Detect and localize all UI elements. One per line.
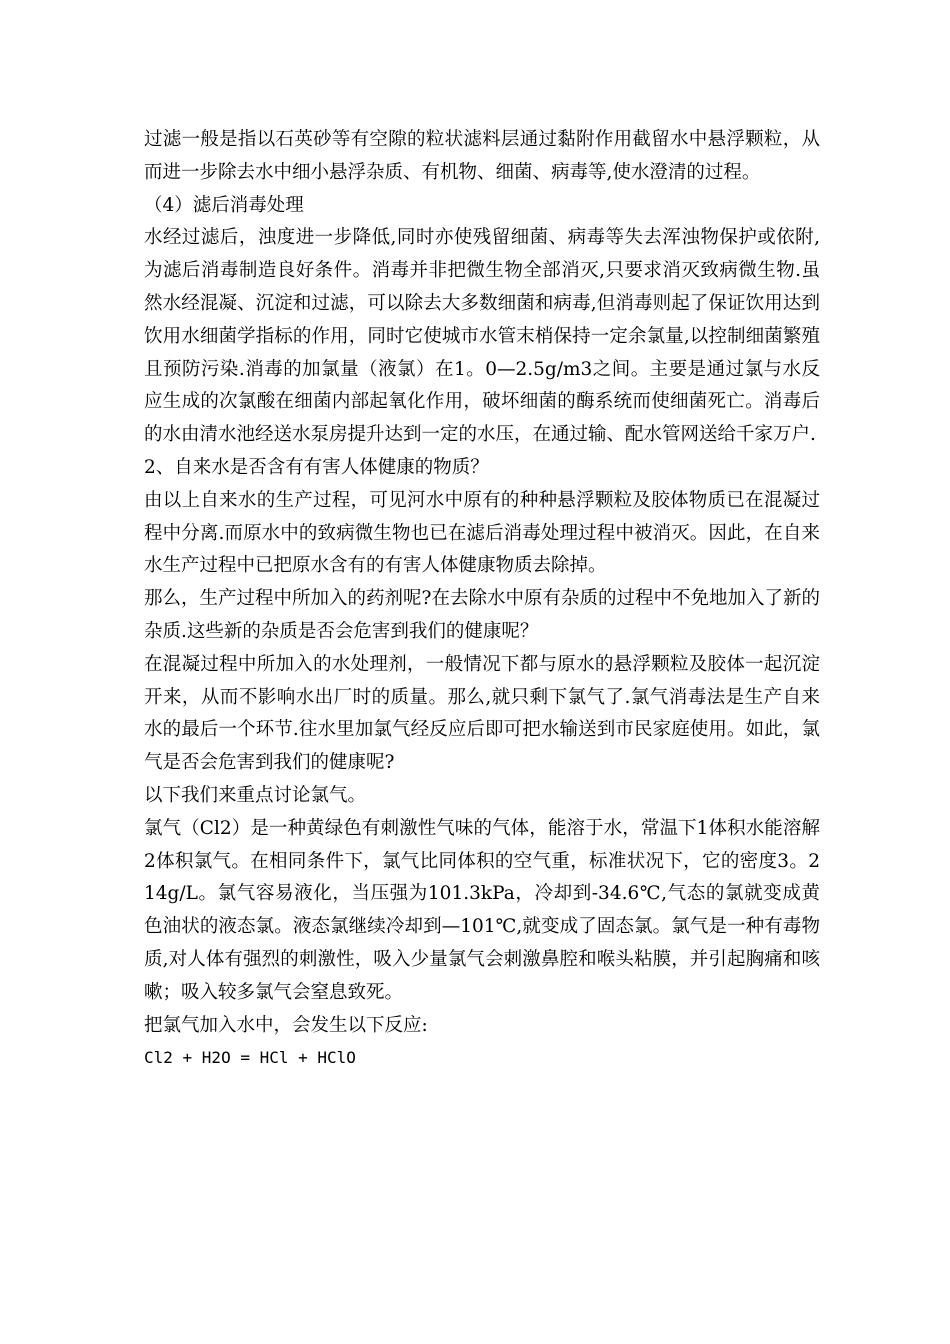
heading-harmful-substances: 2、自来水是否含有有害人体健康的物质？: [144, 456, 489, 478]
paragraph-disinfection: 水经过滤后，浊度进一步降低,同时亦使残留细菌、病毒等失去浑浊物保护或依附,为滤后消毒制造良好条件。消毒并非把微生物全部消灭,只要求消灭致病微生物.虽然水经混凝、沉淀和过滤，可以除去大多数细菌和病毒,但消毒则起了保证饮用达到饮用水细菌学指标的作用，同时它使城市水管末梢保持一定余氯量,以控制细菌繁殖且预防污染.消毒的加氯量（液氯）在1。0—2.5g/m3之间。主要是通过氯与水反应生成的次氯酸在细菌内部起氧化作用，破坏细菌的酶系统而使细菌死亡。消毒后的水由清水池经送水泵房提升达到一定的水压，在通过输、配水管网送给千家万户.: [144, 227, 820, 446]
paragraph-reaction-intro: 把氯气加入水中，会发生以下反应:: [144, 1014, 428, 1036]
paragraph-chlorine-intro: 以下我们来重点讨论氯气。: [144, 784, 367, 806]
document-body: [144, 124, 820, 1075]
chemical-equation: Cl2 + H2O = HCl + HClO: [144, 1048, 356, 1068]
paragraph-chlorine-properties: 氯气（Cl2）是一种黄绿色有刺激性气味的气体，能溶于水，常温下1体积水能溶解2体积氯气。在相同条件下，氯气比同体积的空气重，标准状况下，它的密度3。214g/L。氯气容易液化，当压强为101.3kPa，冷却到-34.6℃,气态的氯就变成黄色油状的液态氯。液态氯继续冷却到—101℃,就变成了固态氯。氯气是一种有毒物质,对人体有强烈的刺激性，吸入少量氯气会刺激鼻腔和喉头粘膜，并引起胸痛和咳嗽；吸入较多氯气会窒息致死。: [144, 817, 820, 1003]
heading-disinfection: （4）滤后消毒处理: [144, 194, 304, 216]
paragraph-added-chemicals: 那么，生产过程中所加入的药剂呢?在去除水中原有杂质的过程中不免地加入了新的杂质.这些新的杂质是否会危害到我们的健康呢？: [144, 588, 820, 642]
paragraph-coagulation: 在混凝过程中所加入的水处理剂，一般情况下都与原水的悬浮颗粒及胶体一起沉淀开来，从而不影响水出厂时的质量。那么,就只剩下氯气了.氯气消毒法是生产自来水的最后一个环节.往水里加氯气经反应后即可把水输送到市民家庭使用。如此，氯气是否会危害到我们的健康呢?: [144, 653, 820, 774]
paragraph-production-summary: 由以上自来水的生产过程，可见河水中原有的种种悬浮颗粒及胶体物质已在混凝过程中分离.而原水中的致病微生物也已在滤后消毒处理过程中被消灭。因此，在自来水生产过程中已把原水含有的有害人体健康物质去除掉。: [144, 489, 820, 577]
paragraph-filtration: 过滤一般是指以石英砂等有空隙的粒状滤料层通过黏附作用截留水中悬浮颗粒，从而进一步除去水中细小悬浮杂质、有机物、细菌、病毒等,使水澄清的过程。: [144, 129, 820, 183]
